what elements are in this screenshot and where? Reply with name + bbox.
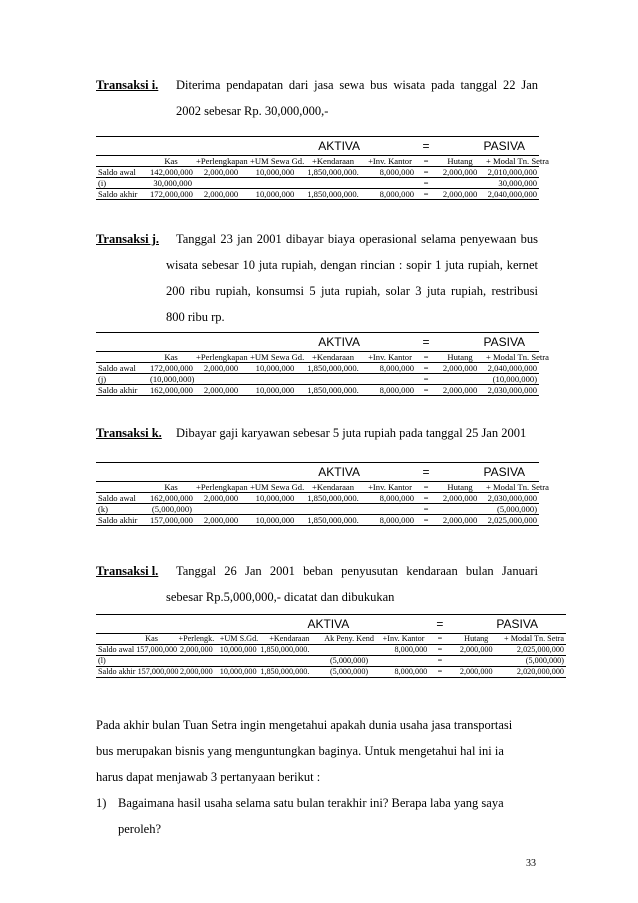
closing-line-3: harus dapat menjawab 3 pertanyaan berikut : [96, 770, 321, 784]
cell [128, 656, 175, 667]
table-row [96, 645, 566, 656]
col-header [96, 156, 148, 167]
cell: 1,850,000,000. [307, 363, 359, 373]
aktiva-header: AKTIVA [307, 617, 350, 631]
cell: 2,000,000 [459, 667, 493, 676]
equals-header: = [422, 335, 430, 349]
text-line: 200 ribu rupiah, konsumsi 5 juta rupiah, solar 3 juta rupiah, restribusi [166, 284, 538, 298]
col-header [96, 352, 148, 363]
col-header: +Kendaraan [311, 352, 355, 362]
pasiva-header: PASIVA [483, 335, 526, 349]
cell: = [423, 363, 429, 373]
cell: = [423, 189, 429, 199]
cell: = [437, 656, 443, 665]
cell: 2,000,000 [203, 363, 239, 373]
cell: Saldo awal [98, 167, 136, 177]
cell: (i) [98, 178, 107, 188]
text-line: wisata sebesar 10 juta rupiah, dengan rincian : sopir 1 juta rupiah, kernet [166, 258, 538, 272]
text-line: Diterima pendapatan dari jasa sewa bus wisata pada tanggal 22 Jan [176, 78, 538, 92]
cell [194, 504, 248, 515]
cell [194, 374, 248, 385]
col-header: Hutang [447, 482, 473, 492]
col-header: Kas [164, 156, 178, 166]
transaction-text-l-line1 [176, 558, 538, 584]
cell [248, 504, 302, 515]
cell: 2,025,000,000 [487, 515, 538, 525]
cell: (5,000,000) [329, 656, 369, 665]
cell: 142,000,000 [150, 167, 193, 177]
transaction-label-k: Transaksi k. [96, 426, 162, 440]
ledger-table-j [96, 332, 549, 396]
cell: (j) [98, 374, 107, 384]
cell: 10,000,000 [255, 363, 295, 373]
cell: 2,000,000 [179, 667, 213, 676]
text-line: Tanggal 26 Jan 2001 beban penyusutan kendaraan bulan Januari [176, 564, 538, 578]
cell [302, 178, 364, 189]
cell: 8,000,000 [379, 493, 415, 503]
cell: 2,000,000 [442, 363, 478, 373]
col-header: Kas [164, 352, 178, 362]
cell: Saldo akhir [98, 515, 138, 525]
cell [436, 504, 484, 515]
col-header: + Modal Tn. Setra [504, 634, 564, 643]
text-line: Tanggal 23 jan 2001 dibayar biaya operasional selama penyewaan bus [176, 232, 538, 246]
cell: 8,000,000 [379, 167, 415, 177]
cell: (l) [98, 656, 106, 665]
cell [364, 178, 416, 189]
transaction-text-j-line4: 800 ribu rp. [166, 310, 225, 324]
cell: 8,000,000 [379, 363, 415, 373]
cell: 10,000,000 [255, 189, 295, 199]
col-header: +Kendaraan [311, 156, 355, 166]
transaction-label-l: Transaksi l. [96, 564, 159, 578]
cell-value: 157,000,000 [136, 645, 178, 654]
cell: 8,000,000 [379, 515, 415, 525]
cell [364, 504, 416, 515]
col-header: +Kendaraan [311, 482, 355, 492]
pasiva-header: PASIVA [483, 465, 526, 479]
cell: (5,000,000) [496, 504, 538, 514]
cell: 2,030,000,000 [487, 493, 538, 503]
col-header: +Inv. Kantor [368, 352, 412, 362]
cell: 2,000,000 [179, 645, 213, 654]
cell: (k) [98, 504, 109, 514]
col-header: +Inv. Kantor [368, 482, 412, 492]
cell: 10,000,000 [255, 493, 295, 503]
col-header: Hutang [447, 352, 473, 362]
table-row [96, 493, 539, 504]
cell: = [423, 178, 429, 188]
col-header: +UM Sewa Gd. [250, 352, 305, 362]
cell: = [437, 667, 443, 676]
cell: 1,850,000,000. [307, 515, 359, 525]
cell: 2,000,000 [459, 645, 493, 654]
cell-value: 157,000,000 [137, 667, 179, 676]
cell-label: Saldo akhir [98, 667, 136, 676]
cell [364, 374, 416, 385]
cell: 2,000,000 [442, 189, 478, 199]
cell: 2,000,000 [203, 385, 239, 395]
cell: 157,000,000 [150, 515, 193, 525]
cell: 2,030,000,000 [487, 385, 538, 395]
col-header: + Modal Tn. Setra [486, 352, 549, 362]
aktiva-header: AKTIVA [318, 465, 361, 479]
cell [194, 178, 248, 189]
cell: 8,000,000 [379, 385, 415, 395]
cell: = [437, 645, 443, 654]
transaction-label-j: Transaksi j. [96, 232, 159, 246]
list-item-number: 1) [96, 796, 107, 810]
cell [248, 178, 302, 189]
cell: 1,850,000,000. [307, 493, 359, 503]
cell: Saldo akhir [98, 189, 138, 199]
ledger-table-k [96, 462, 549, 526]
cell [436, 178, 484, 189]
table-row [96, 363, 539, 374]
cell: 2,000,000 [203, 167, 239, 177]
transaction-text-j-line1 [176, 226, 538, 252]
cell: 172,000,000 [150, 189, 193, 199]
table-row [96, 374, 539, 385]
cell: = [423, 374, 429, 384]
cell: 1,850,000,000. [307, 189, 359, 199]
cell: Saldo awal [98, 493, 136, 503]
col-header: +Inv. Kantor [368, 156, 412, 166]
cell [451, 656, 502, 667]
cell: 2,000,000 [203, 493, 239, 503]
col-header: +UM Sewa Gd. [250, 482, 305, 492]
cell: 162,000,000 [150, 385, 193, 395]
cell: 10,000,000 [219, 645, 257, 654]
cell: 10,000,000 [219, 667, 257, 676]
transaction-text-k-line1: Dibayar gaji karyawan sebesar 5 juta rupiah pada tanggal 25 Jan 2001 [176, 426, 527, 440]
cell: 2,025,000,000 [516, 645, 564, 654]
col-header: +Perlengkapan [196, 352, 248, 362]
cell: 2,000,000 [442, 515, 478, 525]
aktiva-header: AKTIVA [318, 335, 361, 349]
cell: = [423, 504, 429, 514]
table-row [96, 515, 539, 526]
cell: 2,000,000 [442, 493, 478, 503]
cell: 1,850,000,000. [260, 667, 310, 676]
ledger-table-l [96, 614, 566, 678]
pasiva-header: PASIVA [483, 139, 526, 153]
cell: 2,040,000,000 [487, 363, 538, 373]
cell [320, 645, 378, 656]
cell: 172,000,000 [150, 363, 193, 373]
table-row [96, 178, 539, 189]
cell: 162,000,000 [150, 493, 193, 503]
col-header: +UM Sewa Gd. [250, 156, 305, 166]
table-row [96, 189, 539, 200]
cell [96, 645, 178, 656]
cell: 1,850,000,000. [307, 167, 359, 177]
table-row [96, 504, 539, 515]
cell: (5,000,000) [151, 504, 192, 514]
ledger-table-i [96, 136, 549, 200]
col-header: = [437, 634, 443, 643]
cell: 8,000,000 [394, 645, 428, 654]
equals-header: = [436, 617, 444, 631]
closing-line-2: bus merupakan bisnis yang menguntungkan baginya. Untuk mengetahui hal ini ia [96, 744, 504, 758]
transaction-text-j-line2 [166, 252, 538, 278]
cell [378, 656, 429, 667]
col-header: Hutang [447, 156, 473, 166]
cell: 30,000,000 [498, 178, 538, 188]
cell: (5,000,000) [525, 656, 564, 665]
cell [248, 374, 302, 385]
transaction-text-i-line2: 2002 sebesar Rp. 30,000,000,- [176, 104, 329, 118]
table-row [96, 167, 539, 178]
col-header: Ak Peny. Kend [324, 634, 374, 643]
cell: 1,850,000,000. [307, 385, 359, 395]
table-row [96, 667, 566, 678]
col-header: +UM S.Gd. [219, 634, 259, 643]
transaction-text-i-line1 [176, 72, 538, 98]
col-header: Hutang [464, 634, 489, 643]
table-row [96, 656, 566, 667]
closing-line-1: Pada akhir bulan Tuan Setra ingin mengetahui apakah dunia usaha jasa transportasi [96, 718, 513, 732]
cell: 8,000,000 [379, 189, 415, 199]
equals-header: = [422, 465, 430, 479]
list-item-line-1: Bagaimana hasil usaha selama satu bulan terakhir ini? Berapa laba yang saya [118, 796, 504, 810]
col-header: +Perlengkapan [196, 156, 248, 166]
cell: 2,000,000 [442, 385, 478, 395]
col-header: Kas [145, 634, 158, 643]
cell: 1,850,000,000. [260, 645, 310, 654]
cell-label: Saldo awal [98, 645, 135, 654]
cell [302, 504, 364, 515]
aktiva-header: AKTIVA [318, 139, 361, 153]
cell: = [423, 493, 429, 503]
equals-header: = [422, 139, 430, 153]
cell [96, 667, 179, 678]
transaction-text-l-line2: sebesar Rp.5,000,000,- dicatat dan dibukukan [166, 590, 395, 604]
cell: Saldo akhir [98, 385, 138, 395]
cell: 10,000,000 [255, 515, 295, 525]
col-header: + Modal Tn. Setra [486, 156, 549, 166]
col-header: = [423, 352, 429, 362]
col-header [96, 634, 128, 645]
cell: 2,000,000 [442, 167, 478, 177]
cell [258, 656, 320, 667]
col-header: = [423, 482, 429, 492]
cell [302, 374, 364, 385]
cell: 30,000,000 [153, 178, 192, 188]
col-header: + Modal Tn. Setra [486, 482, 549, 492]
cell: = [423, 515, 429, 525]
cell: 2,040,000,000 [487, 189, 538, 199]
col-header: Kas [164, 482, 178, 492]
cell [436, 374, 484, 385]
transaction-label-i: Transaksi i. [96, 78, 159, 92]
cell: 10,000,000 [255, 385, 295, 395]
cell: (10,000,000) [492, 374, 538, 384]
col-header: +Inv. Kantor [382, 634, 425, 643]
cell: (5,000,000) [329, 667, 369, 676]
cell: Saldo awal [98, 363, 136, 373]
cell [218, 656, 259, 667]
col-header: +Perlengkapan [196, 482, 248, 492]
cell: 2,000,000 [203, 515, 239, 525]
col-header: = [423, 156, 429, 166]
pasiva-header: PASIVA [496, 617, 538, 631]
col-header [96, 482, 148, 493]
transaction-text-j-line3 [166, 278, 538, 304]
col-header: +Perlengk. [178, 634, 215, 643]
cell: 8,000,000 [394, 667, 428, 676]
cell [175, 656, 218, 667]
cell: = [423, 385, 429, 395]
cell: (10,000,000) [150, 374, 195, 384]
list-item-line-2: peroleh? [118, 822, 162, 836]
cell: 2,020,000,000 [516, 667, 564, 676]
table-row [96, 385, 539, 396]
cell: = [423, 167, 429, 177]
cell: 2,010,000,000 [487, 167, 538, 177]
col-header: +Kendaraan [269, 634, 310, 643]
cell: 10,000,000 [255, 167, 295, 177]
cell: 2,000,000 [203, 189, 239, 199]
page-number: 33 [526, 858, 536, 869]
